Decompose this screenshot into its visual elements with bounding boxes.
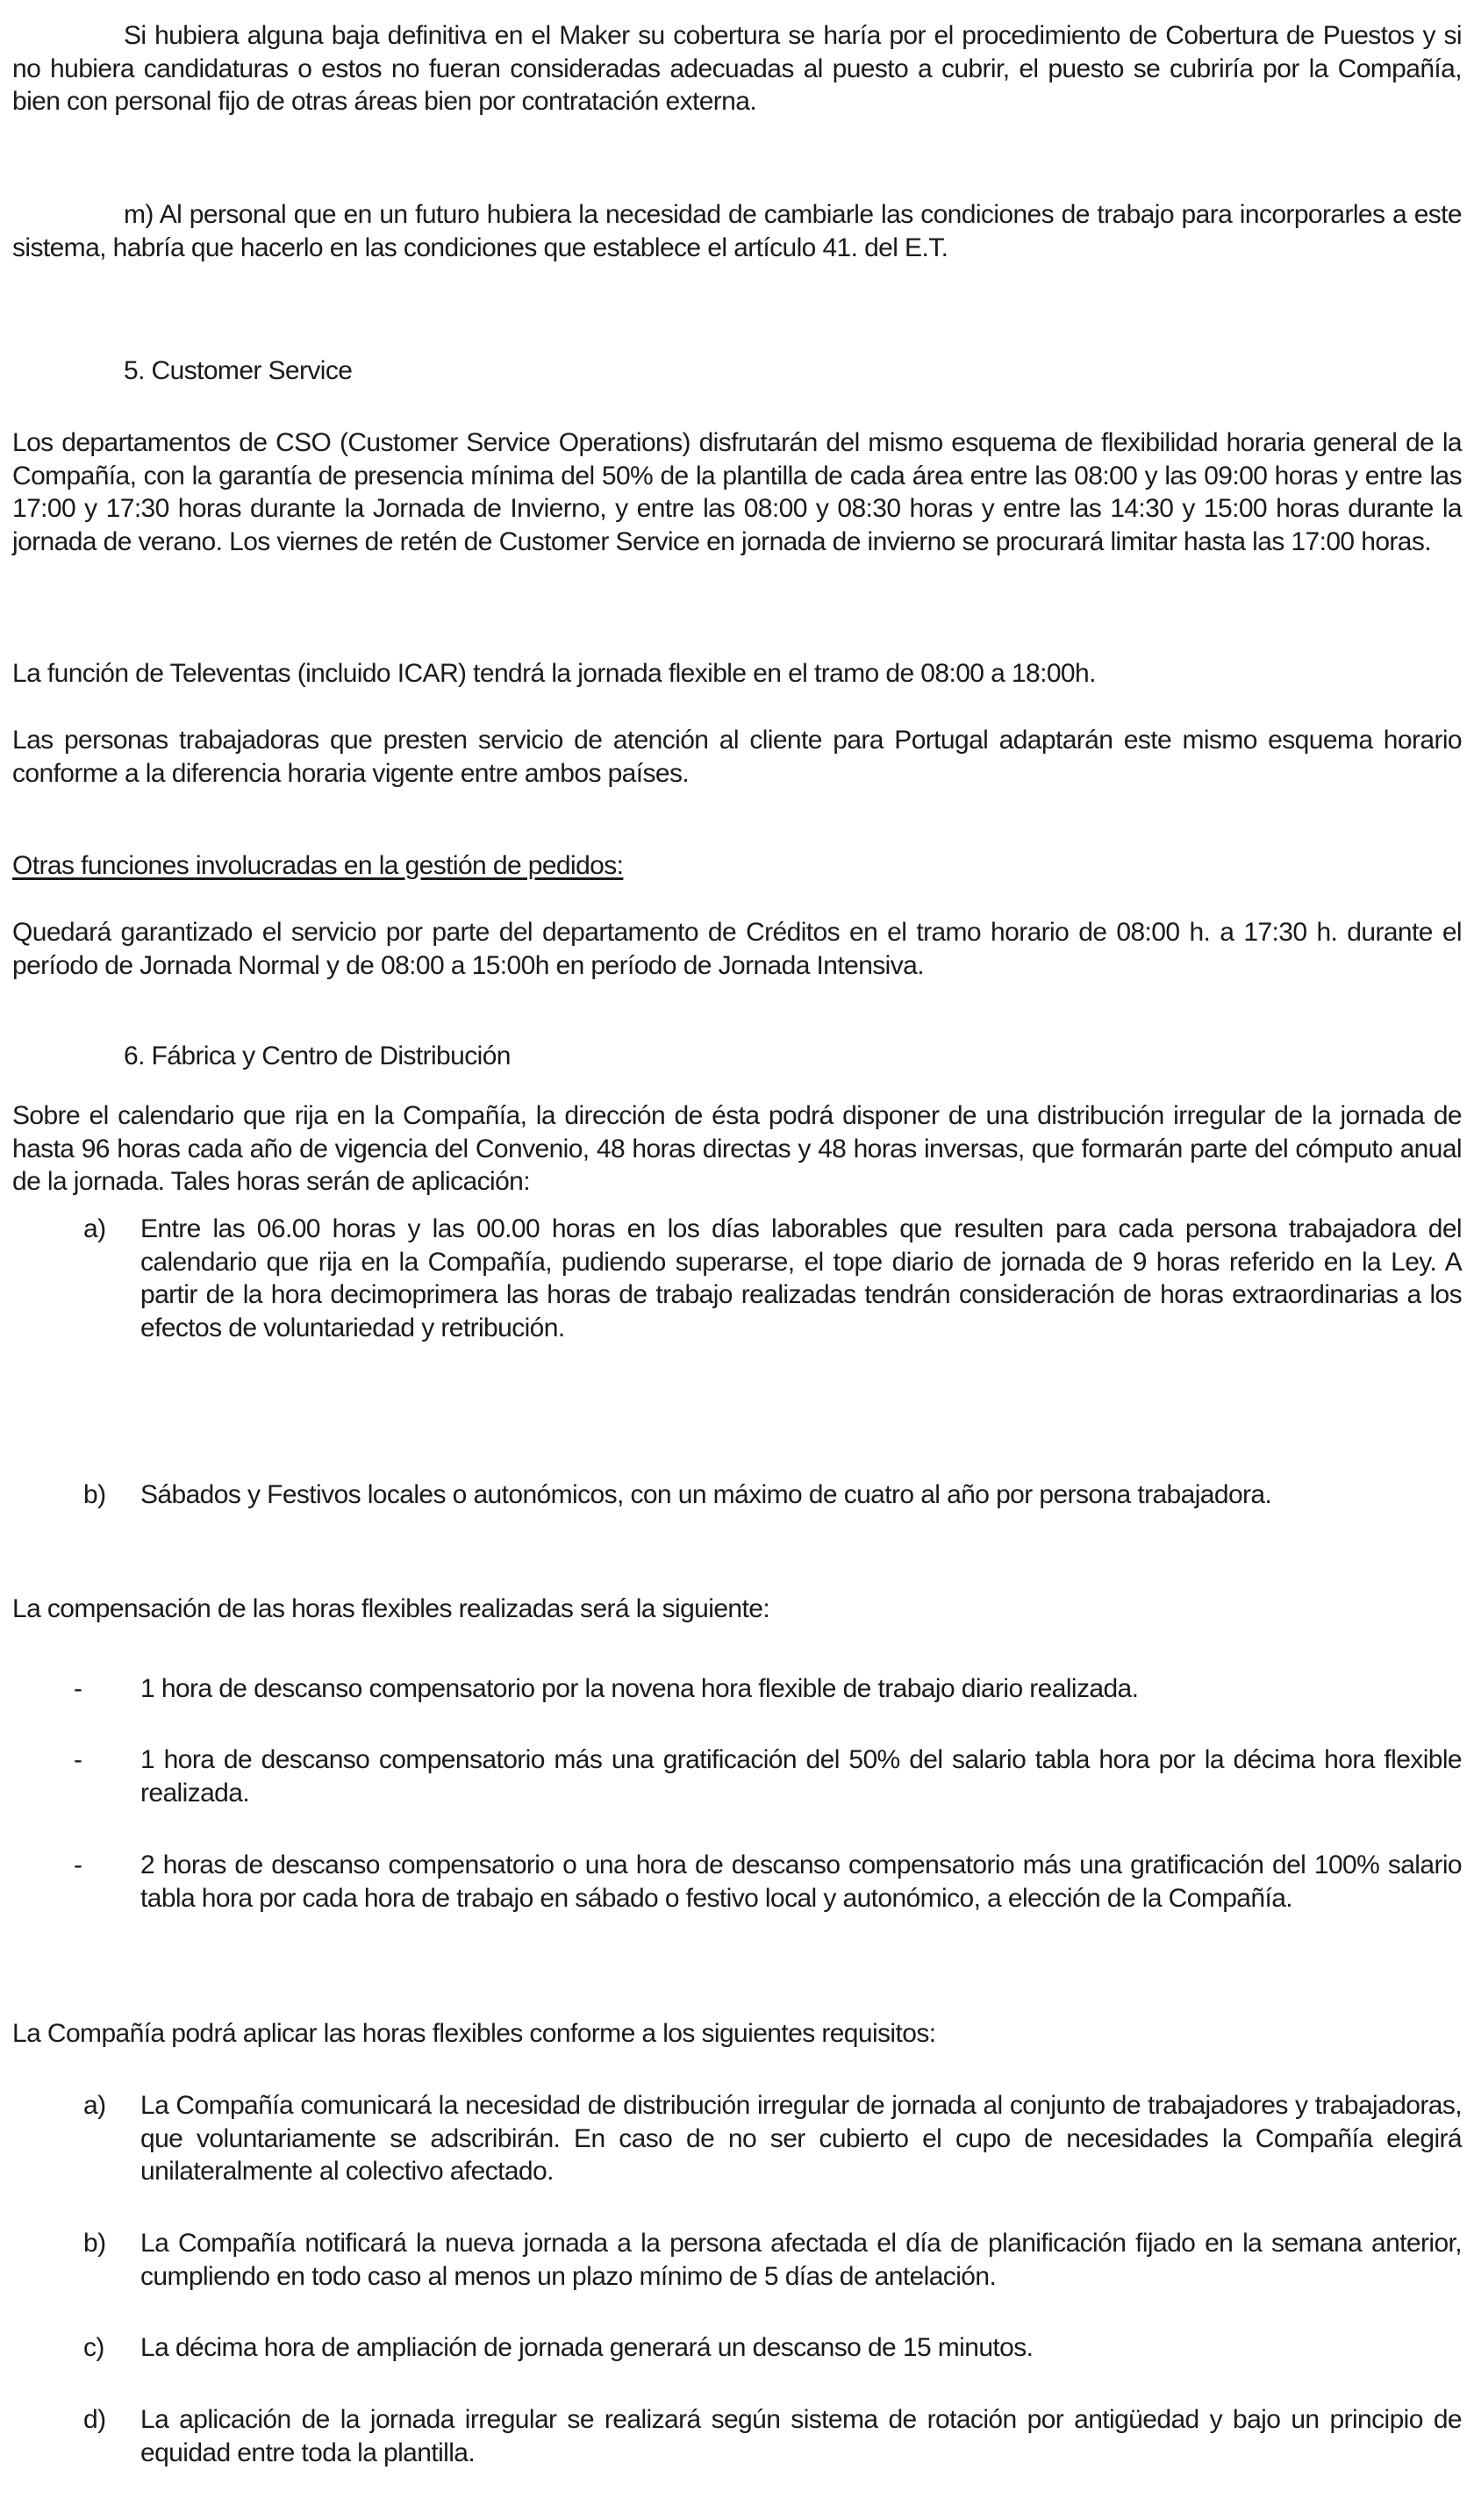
list-dash: - xyxy=(74,1745,82,1774)
paragraph-cso: Los departamentos de CSO (Customer Service Operations) disfrutarán del mismo esquema de flexibilidad horaria general de la Compañía, con la garantía de presencia mínima del 50% de la plantilla de cada área entre las 08:00 y las 09:00 horas y entre las 17:00 y 17:30 horas durante la Jornada de Invierno, y entre las 08:00 y 08:30 horas y entre las 14:30 y 15:00 horas durante la jornada de verano. Los viernes de retén de Customer Service en jornada de invierno se procurará limitar hasta las 17:00 horas. xyxy=(12,428,1462,556)
underlined-subheading: Otras funciones involucradas en la gestión de pedidos: xyxy=(12,851,624,880)
section-heading-fabrica: 6. Fábrica y Centro de Distribución xyxy=(124,1042,511,1070)
paragraph-baja-definitiva: Si hubiera alguna baja definitiva en el Maker su cobertura se haría por el procedimiento de Cobertura de Puestos y si no hubiera candidaturas o estos no fueran consideradas adecuadas al puesto a cubrir, el puesto se cubriría por la Compañía, bien con personal fijo de otras áreas bien por contratación externa. xyxy=(12,21,1462,117)
list-item xyxy=(0,1849,1462,1915)
list-text: La Compañía notificará la nueva jornada a la persona afectada el día de planificación fijado en la semana anterior, cumpliendo en todo caso al menos un plazo mínimo de 5 días de antelación. xyxy=(140,2229,1462,2291)
list-text: 2 horas de descanso compensatorio o una hora de descanso compensatorio más una gratificación del 100% salario tabla hora por cada hora de trabajo en sábado o festivo local y autonómico, a elección de la Compañía. xyxy=(140,1851,1462,1913)
list-text: 1 hora de descanso compensatorio más una gratificación del 50% del salario tabla hora por la décima hora flexible realizada. xyxy=(140,1745,1462,1808)
list-item xyxy=(0,1743,1462,1809)
list-text: La Compañía comunicará la necesidad de distribución irregular de jornada al conjunto de trabajadores y trabajadoras, que voluntariamente se adscribirán. En caso de no ser cubierto el cupo de necesidades la Compañía elegirá unilateralmente al colectivo afectado. xyxy=(140,2091,1462,2187)
paragraph-creditos: Quedará garantizado el servicio por parte del departamento de Créditos en el tramo horario de 08:00 h. a 17:30 h. durante el período de Jornada Normal y de 08:00 a 15:00h en período de Jornada Intensiva. xyxy=(12,918,1462,980)
list-item xyxy=(0,1213,1462,1344)
paragraph-compensacion: La compensación de las horas flexibles realizadas será la siguiente: xyxy=(12,1594,770,1623)
list-text: 1 hora de descanso compensatorio por la novena hora flexible de trabajo diario realizada. xyxy=(140,1674,1139,1703)
list-dash: - xyxy=(74,1851,82,1879)
list-item xyxy=(0,1672,1462,1706)
section-heading-customer-service: 5. Customer Service xyxy=(124,356,353,385)
list-label: b) xyxy=(83,1480,106,1509)
list-text: La décima hora de ampliación de jornada generará un descanso de 15 minutos. xyxy=(140,2333,1034,2362)
list-item xyxy=(0,1478,1462,1512)
paragraph-calendario: Sobre el calendario que rija en la Compañía, la dirección de ésta podrá disponer de una distribución irregular de la jornada de hasta 96 horas cada año de vigencia del Convenio, 48 horas directas y 48 horas inversas, que formarán parte del cómputo anual de la jornada. Tales horas serán de aplicación: xyxy=(12,1101,1462,1197)
list-item xyxy=(0,2331,1462,2365)
list-item xyxy=(0,2403,1462,2469)
list-label: a) xyxy=(83,2091,106,2120)
list-text: Entre las 06.00 horas y las 00.00 horas en los días laborables que resulten para cada persona trabajadora del calendario que rija en la Compañía, pudiendo superarse, el tope diario de jornada de 9 horas referido en la Ley. A partir de la hora decimoprimera las horas de trabajo realizadas tendrán consideración de horas extraordinarias a los efectos de voluntariedad y retribución. xyxy=(140,1214,1462,1342)
list-text: Sábados y Festivos locales o autonómicos, con un máximo de cuatro al año por persona trabajadora. xyxy=(140,1480,1272,1509)
paragraph-portugal: Las personas trabajadoras que presten servicio de atención al cliente para Portugal adaptarán este mismo esquema horario conforme a la diferencia horaria vigente entre ambos países. xyxy=(12,726,1462,788)
list-label: a) xyxy=(83,1214,106,1243)
list-label: c) xyxy=(83,2333,104,2362)
list-text: La aplicación de la jornada irregular se realizará según sistema de rotación por antigüedad y bajo un principio de equidad entre toda la plantilla. xyxy=(140,2405,1462,2467)
list-label: b) xyxy=(83,2229,106,2258)
list-item xyxy=(0,2089,1462,2188)
list-item xyxy=(0,2227,1462,2293)
paragraph-televentas: La función de Televentas (incluido ICAR) tendrá la jornada flexible en el tramo de 08:00 a 18:00h. xyxy=(12,659,1096,688)
list-label: d) xyxy=(83,2405,106,2434)
list-dash: - xyxy=(74,1674,82,1703)
paragraph-m-condiciones: m) Al personal que en un futuro hubiera la necesidad de cambiarle las condiciones de trabajo para incorporarles a este sistema, habría que hacerlo en las condiciones que establece el artículo 41. del E.T. xyxy=(12,200,1462,262)
subheading-otras-funciones xyxy=(12,849,1462,883)
paragraph-requisitos: La Compañía podrá aplicar las horas flexibles conforme a los siguientes requisitos: xyxy=(12,2019,936,2048)
